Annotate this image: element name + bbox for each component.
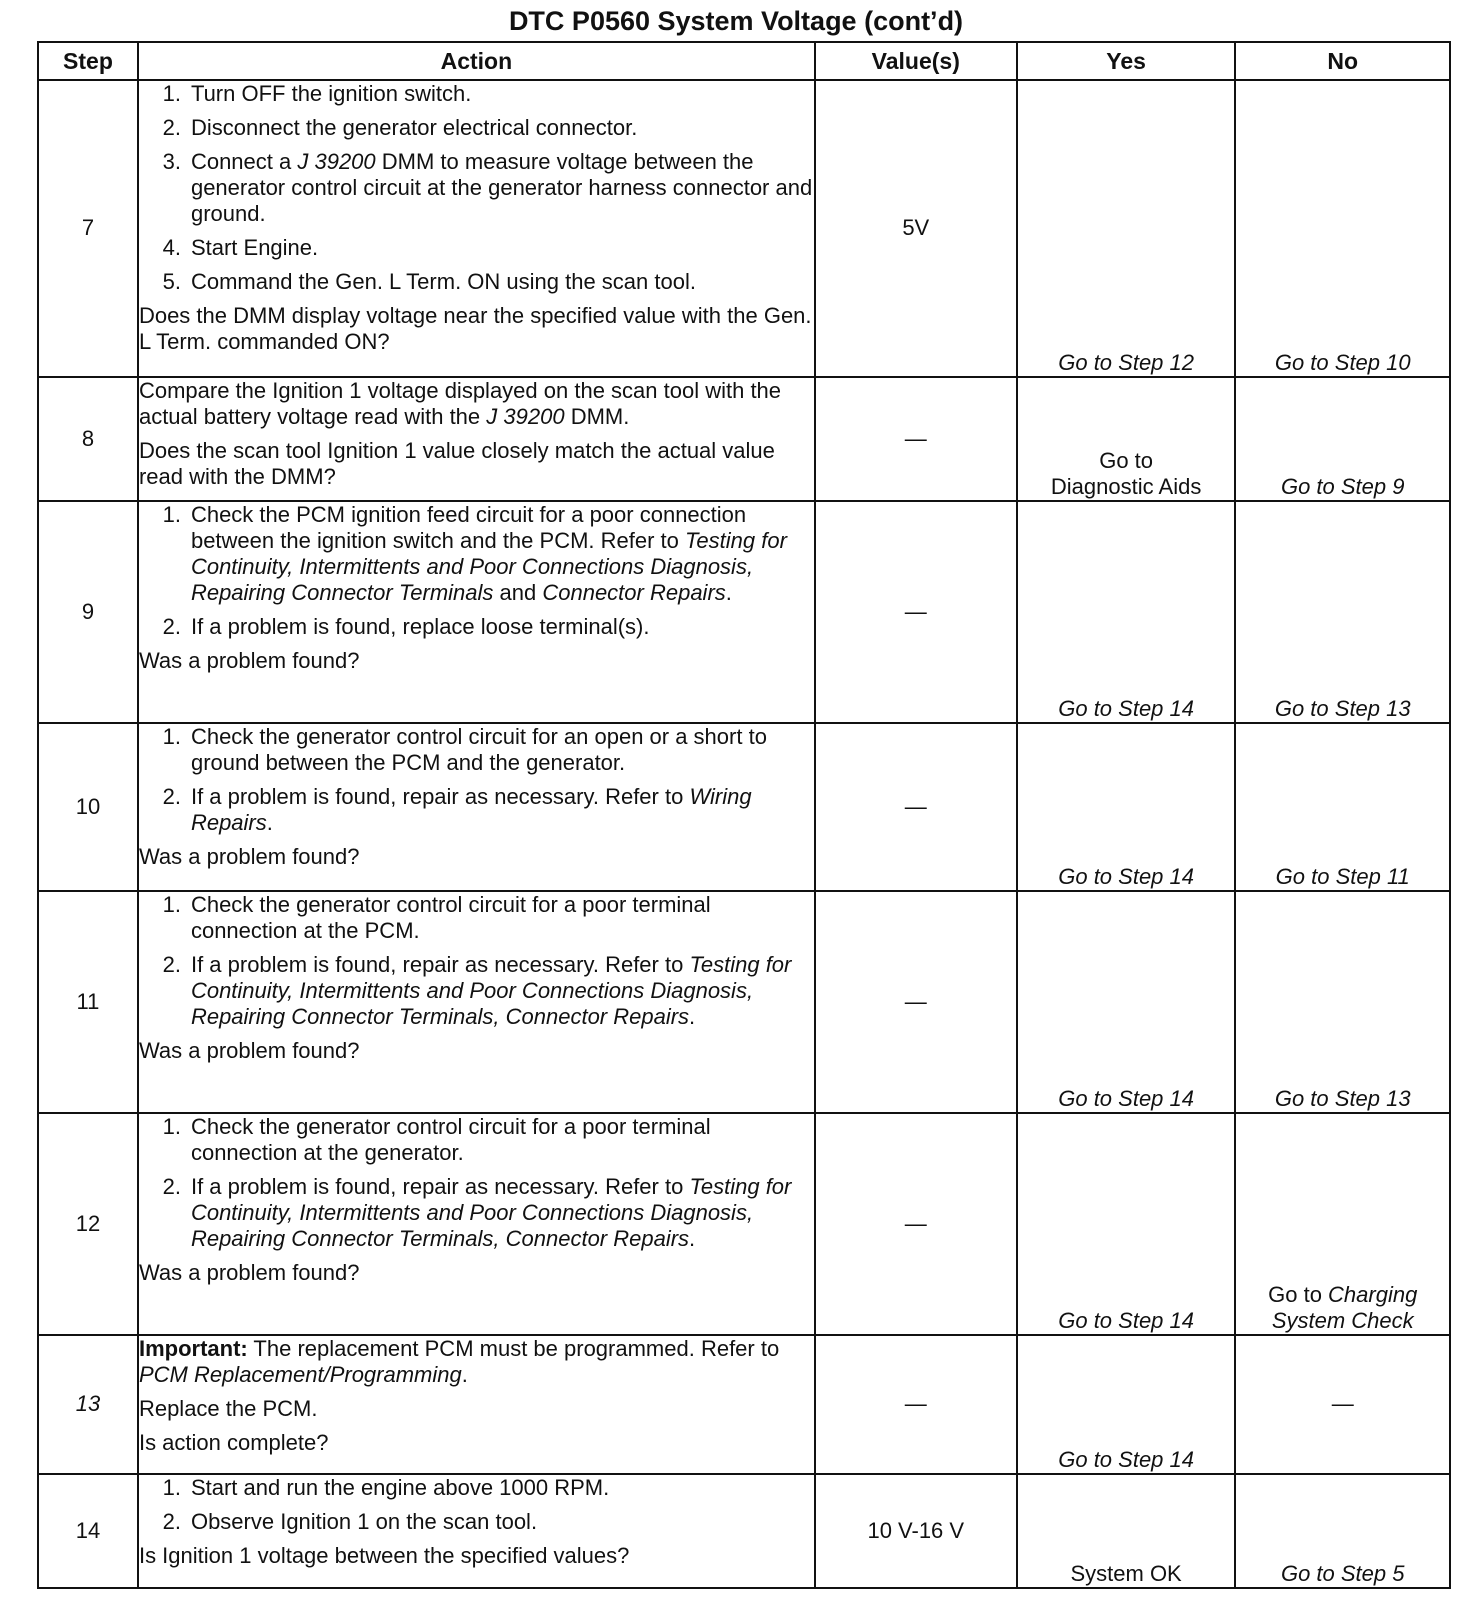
list-number: 2. <box>162 1508 181 1534</box>
step-number: 13 <box>38 1335 138 1474</box>
list-number: 2. <box>162 614 181 640</box>
list-text: Command the Gen. L Term. ON using the scan tool. <box>190 269 696 294</box>
list-item <box>139 1174 814 1252</box>
yes-link[interactable]: Go to Step 14 <box>1017 891 1236 1113</box>
reference-link[interactable]: System Check <box>1271 1307 1414 1333</box>
text-run: . <box>689 1004 696 1030</box>
no-text <box>1236 1282 1449 1308</box>
action-list <box>139 1114 814 1252</box>
yes-link[interactable]: Go to Step 14 <box>1017 501 1236 723</box>
action-paragraph: Replace the PCM. <box>138 1395 318 1421</box>
action-question: Does the DMM display voltage near the specified value with the Gen. L Term. commanded ON? <box>138 303 812 354</box>
action-question: Was a problem found? <box>138 844 360 869</box>
list-item <box>139 1509 814 1535</box>
action-cell <box>138 723 815 891</box>
list-text <box>191 952 814 1030</box>
no-cell: — <box>1235 1335 1450 1474</box>
list-text: Start Engine. <box>190 235 319 260</box>
list-text <box>191 502 814 606</box>
text-run: Go to <box>1268 1281 1329 1307</box>
action-list <box>139 1475 814 1535</box>
important-note <box>139 1336 814 1388</box>
action-question: Is action complete? <box>138 1429 329 1455</box>
step-number: 14 <box>38 1474 138 1588</box>
table-row <box>38 377 1450 501</box>
value-cell: — <box>815 1335 1017 1474</box>
list-text: Check the generator control circuit for an open or a short to ground between the PCM and the generator. <box>190 724 767 775</box>
action-question: Was a problem found? <box>138 1038 360 1064</box>
list-item <box>139 1475 814 1501</box>
action-question: Was a problem found? <box>138 1259 360 1285</box>
yes-link[interactable]: Go to Step 14 <box>1017 1113 1236 1335</box>
action-cell <box>138 1335 815 1474</box>
table-row <box>38 80 1450 377</box>
reference-link[interactable]: PCM Replacement/Programming <box>138 1361 462 1387</box>
value-cell: — <box>815 1113 1017 1335</box>
no-link[interactable]: Go to Step 5 <box>1235 1474 1450 1588</box>
value-cell: — <box>815 891 1017 1113</box>
reference-link[interactable]: Testing for Continuity, Intermittents and Poor Connections Diagnosis, Repairing Connector Terminals <box>190 528 787 606</box>
diagnostic-table <box>37 41 1451 1589</box>
list-item <box>139 149 814 227</box>
action-cell <box>138 501 815 723</box>
table-row <box>38 1335 1450 1474</box>
no-link[interactable]: Go to Step 13 <box>1235 891 1450 1113</box>
header-step: Step <box>38 42 138 80</box>
action-list <box>139 81 814 295</box>
yes-text: Go to <box>1099 448 1154 474</box>
list-text <box>191 1174 814 1252</box>
list-text: If a problem is found, replace loose terminal(s). <box>190 614 650 640</box>
list-number: 2. <box>162 784 181 809</box>
step-number: 10 <box>38 723 138 891</box>
list-text: Disconnect the generator electrical connector. <box>190 115 638 140</box>
table-row <box>38 1474 1450 1588</box>
reference-link[interactable]: Testing for Continuity, Intermittents and Poor Connections Diagnosis, Repairing Connector Terminals, Connector Repairs <box>190 952 792 1030</box>
text-run: . <box>725 580 732 606</box>
list-text <box>191 149 814 227</box>
action-list <box>139 502 814 640</box>
text-run: . <box>689 1225 696 1251</box>
step-number: 12 <box>38 1113 138 1335</box>
value-cell: — <box>815 723 1017 891</box>
reference-link[interactable]: Wiring Repairs <box>190 784 752 835</box>
list-item <box>139 952 814 1030</box>
table-row <box>38 1113 1450 1335</box>
reference-link[interactable]: Connector Repairs <box>542 580 726 606</box>
header-yes: Yes <box>1017 42 1236 80</box>
step-number: 7 <box>38 80 138 377</box>
value-cell: 10 V-16 V <box>815 1474 1017 1588</box>
list-item <box>139 784 814 836</box>
header-values: Value(s) <box>815 42 1017 80</box>
yes-link[interactable]: Go to Step 14 <box>1017 723 1236 891</box>
list-text: Check the generator control circuit for a poor terminal connection at the PCM. <box>190 892 711 944</box>
action-cell <box>138 377 815 501</box>
text-run: If a problem is found, repair as necessary. Refer to <box>190 1173 690 1199</box>
action-cell <box>138 1113 815 1335</box>
action-question: Was a problem found? <box>138 648 360 674</box>
important-label: Important: <box>138 1335 248 1361</box>
text-run: DMM to measure voltage between the generator control circuit at the generator harness connector and ground. <box>190 149 813 226</box>
text-run: Connect a <box>190 149 298 174</box>
action-cell <box>138 891 815 1113</box>
header-row <box>38 42 1450 80</box>
header-no: No <box>1235 42 1450 80</box>
list-item <box>139 502 814 606</box>
list-number: 1. <box>162 502 181 528</box>
action-question: Does the scan tool Ignition 1 value closely match the actual value read with the DMM? <box>138 437 775 489</box>
header-action: Action <box>138 42 815 80</box>
list-text: Start and run the engine above 1000 RPM. <box>190 1474 610 1500</box>
action-list <box>139 724 814 836</box>
action-cell <box>138 1474 815 1588</box>
table-row <box>38 501 1450 723</box>
yes-text: Diagnostic Aids <box>1050 474 1202 500</box>
table-row <box>38 891 1450 1113</box>
list-number: 1. <box>162 81 181 106</box>
list-item <box>139 1114 814 1166</box>
value-cell: 5V <box>815 80 1017 377</box>
tool-reference: J 39200 <box>486 403 565 429</box>
reference-link[interactable]: Testing for Continuity, Intermittents and Poor Connections Diagnosis, Repairing Connector Terminals, Connector Repairs <box>190 1173 792 1251</box>
text-run: The replacement PCM must be programmed. Refer to <box>247 1335 780 1361</box>
list-item <box>139 235 814 261</box>
text-run: and <box>493 580 543 606</box>
reference-link[interactable]: Charging <box>1328 1281 1418 1307</box>
list-text: Turn OFF the ignition switch. <box>190 81 472 106</box>
no-link[interactable]: Go to Step 9 <box>1235 377 1450 501</box>
list-number: 2. <box>162 952 181 978</box>
tool-reference: J 39200 <box>297 149 376 174</box>
list-item <box>139 115 814 141</box>
text-run: . <box>461 1361 468 1387</box>
text-run: If a problem is found, repair as necessary. Refer to <box>190 952 690 978</box>
action-question: Is Ignition 1 voltage between the specified values? <box>138 1542 630 1568</box>
step-number: 8 <box>38 377 138 501</box>
list-text: Observe Ignition 1 on the scan tool. <box>190 1508 538 1534</box>
action-paragraph <box>139 378 814 430</box>
step-number: 9 <box>38 501 138 723</box>
list-item <box>139 269 814 295</box>
text-run: DMM. <box>564 403 630 429</box>
text-run: Compare the Ignition 1 voltage displayed on the scan tool with the actual battery voltage read with the <box>138 377 782 429</box>
table-row <box>38 723 1450 891</box>
page-title: DTC P0560 System Voltage (cont’d) <box>508 6 964 36</box>
list-number: 1. <box>162 1113 181 1139</box>
list-item <box>139 81 814 107</box>
list-item <box>139 724 814 776</box>
list-number: 2. <box>162 115 181 140</box>
yes-link[interactable] <box>1017 377 1236 501</box>
no-link[interactable]: Go to Step 10 <box>1235 80 1450 377</box>
text-run: Check the PCM ignition feed circuit for a poor connection between the ignition switch and the PCM. Refer to <box>190 502 747 554</box>
value-cell: — <box>815 377 1017 501</box>
list-number: 3. <box>162 149 181 174</box>
list-number: 1. <box>162 724 181 749</box>
list-number: 2. <box>162 1173 181 1199</box>
list-number: 5. <box>162 269 181 294</box>
list-number: 1. <box>162 892 181 918</box>
text-run: If a problem is found, repair as necessary. Refer to <box>190 784 690 809</box>
text-run: . <box>266 810 273 835</box>
no-link[interactable] <box>1235 1113 1450 1335</box>
no-link[interactable]: Go to Step 11 <box>1235 723 1450 891</box>
yes-link[interactable]: Go to Step 14 <box>1017 1335 1236 1474</box>
list-item <box>139 614 814 640</box>
no-link[interactable]: Go to Step 13 <box>1235 501 1450 723</box>
yes-link[interactable]: Go to Step 12 <box>1017 80 1236 377</box>
list-number: 1. <box>162 1474 181 1500</box>
value-cell: — <box>815 501 1017 723</box>
list-number: 4. <box>162 235 181 260</box>
step-number: 11 <box>38 891 138 1113</box>
list-text <box>191 784 814 836</box>
action-list <box>139 892 814 1030</box>
list-text: Check the generator control circuit for a poor terminal connection at the generator. <box>190 1113 711 1165</box>
list-item <box>139 892 814 944</box>
action-cell <box>138 80 815 377</box>
yes-cell: System OK <box>1017 1474 1236 1588</box>
